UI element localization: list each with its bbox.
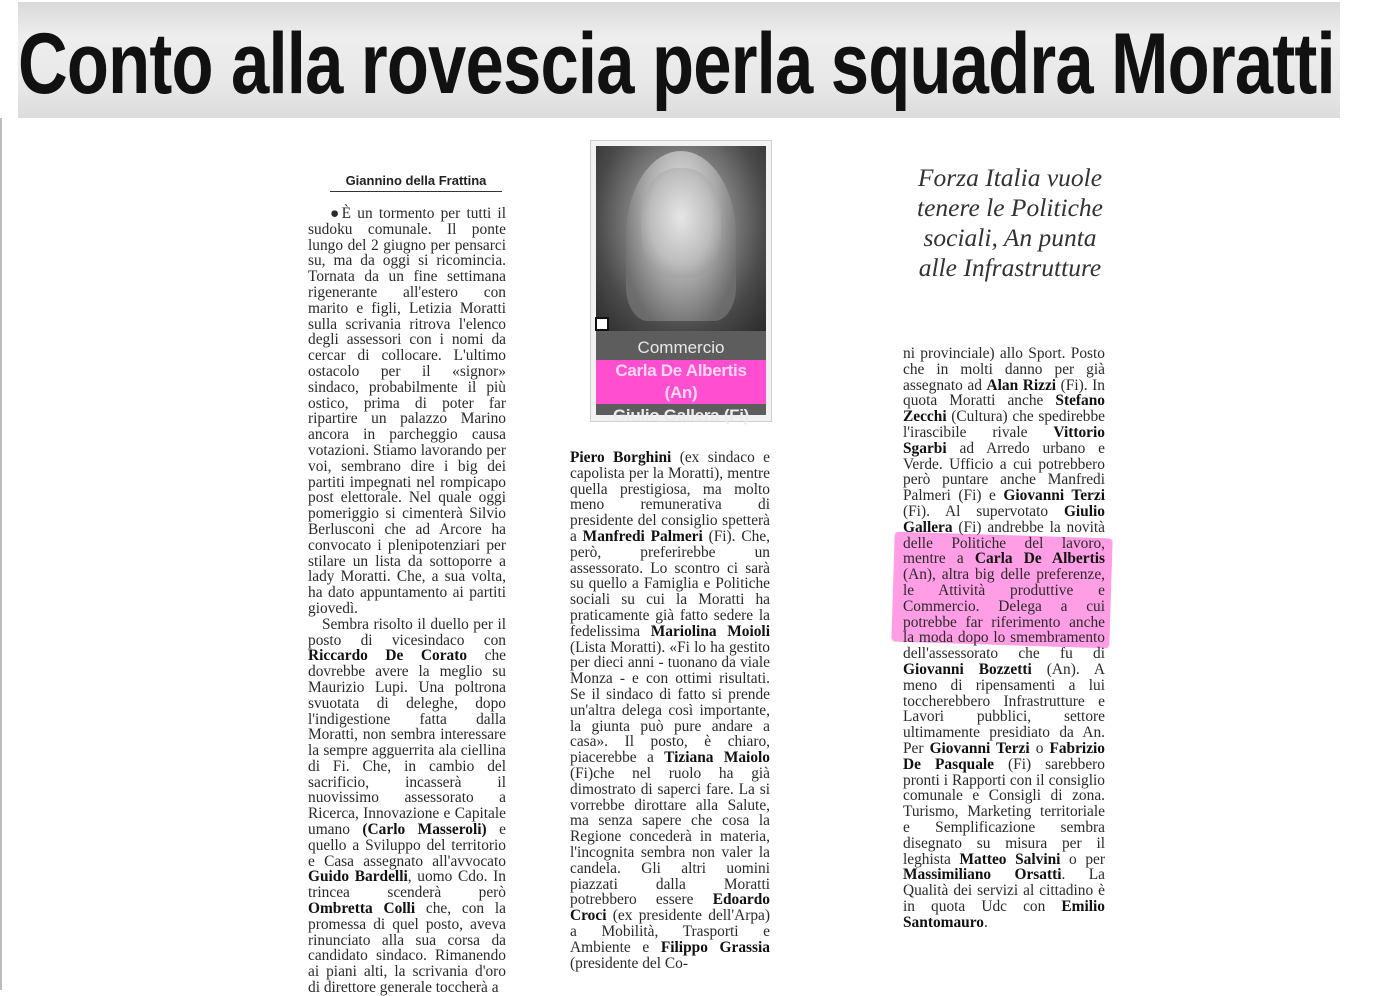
column1-paragraph-2: Sembra risolto il duello per il posto di vicesindaco con Riccardo De Corato che dovrebbe avere la meglio su Maurizio Lupi. Una poltrona svuotata di deleghe, dopo l'indigestione fatta dalla Moratti, non sembra interessare la sempre agguerrita ala ciellina di Fi. Che, in cambio del sacrificio, incasserà il nuovissimo assessorato a Ricerca, Innovazione e Capitale umano (Carlo Masseroli) e quello a Sviluppo del territorio e Casa assegnato all'avvocato Guido Bardelli, uomo Cdo. In trincea scenderà però Ombretta Colli che, con la promessa di quel posto, aveva rinunciato alla sua corsa da candidato sindaco. Rimanendo ai piani alti, la scrivania d'oro di direttore generale toccherà a [308,615,506,996]
column2-text: Piero Borghini (ex sindaco e capolista per la Moratti), mentre quella prestigiosa, ma molto meno remunerativa di presidente del consiglio spetterà a Manfredi Palmeri (Fi). Che, però, preferirebbe un assessorato. Lo scontro ci sarà su quello a Famiglia e Politiche sociali su cui la Moratti ha praticamente già fatto sedere la fedelissima Mariolina Moioli (Lista Moratti). «Fi lo ha gestito per dieci anni - tuonano da viale Monza - e con ottimi risultati. Se il sindaco di fatto si prende un'altra delega così importante, la giunta può pure andare a casa». Il posto, è chiaro, piacerebbe a Tiziana Maiolo (Fi)che nel ruolo ha già dimostrato di saperci fare. La si vorrebbe dirottare alla Salute, ma senza sapere che cosa la Regione concederà in materia, l'incognita sembra non valer la candela. Gli altri uomini piazzati dalla Moratti potrebbero essere Edoardo Croci (ex presidente dell'Arpa) a Mobilità, Trasporti e Ambiente e Filippo Grassia (presidente del Co- [570,449,770,972]
byline: Giannino della Frattina [330,173,502,192]
column1-paragraph-1: ●È un tormento per tutti il sudoku comunale. Il ponte lungo del 2 giugno per pensarci su, ma da oggi si ricomincia. Tornata da un fine settimana rigenerante all'estero con marito e figli, Letizia Moratti sulla scrivania ritrova l'elenco degli assessori con i nomi da cercar di collocare. L'ultimo ostacolo per il «signor» sindaco, probabilmente il più ostico, prima di poter far ripartire un palazzo Marino ancora in parcheggio causa votazioni. Stiamo lavorando per voi, sembrano dire i big dei partiti impegnati nel rompicapo post elettorale. Nel quale oggi pomeriggio si cimenterà Silvio Berlusconi che ad Arcore ha convocato i plenipotenziari per stilare un lista da sottoporre a lady Moratti. Che, a sua volta, ha dato appuntamento ai partiti giovedì. [308,205,506,617]
portrait-photo-box [590,140,772,425]
kicker-subheadline: Forza Italia vuole tenere le Politiche sociali, An punta alle Infrastrutture [917,163,1103,282]
photo-caption [596,331,766,425]
photo-marker-icon [595,317,609,331]
portrait-photo [596,146,766,331]
column3-text: ni provinciale) allo Sport. Posto che in molti danno per già assegnato ad Alan Rizzi (Fi). In quota Moratti anche Stefano Zecchi (Cultura) che spedirebbe l'irascibile rivale Vittorio Sgarbi ad Arredo urbano e Verde. Ufficio a cui potrebbero però puntare anche Manfredi Palmeri (Fi) e Giovanni Terzi (Fi). Al supervotato Giulio Gallera (Fi) andrebbe la novità delle Politiche del lavoro, mentre a Carla De Albertis (An), altra big delle preferenze, le Attività produttive e Commercio. Delega a cui potrebbe far riferimento anche la moda dopo lo smembramento dell'assessorato che fu di Giovanni Bozzetti (An). A meno di ripensamenti a lui toccherebbero Infrastrutture e Lavori pubblici, settore ultimamente presidiato da An. Per Giovanni Terzi o Fabrizio De Pasquale (Fi) sarebbero pronti i Rapporti con il consiglio comunale e Consigli di zona. Turismo, Marketing territoriale e Semplificazione sembra disegnato su misura per il leghista Matteo Salvini o per Massimiliano Orsatti. La Qualità dei servizi al cittadino è in quota Udc con Emilio Santomauro. [903,345,1106,931]
article-column-2 [570,450,770,971]
page-edge-rule [0,118,2,990]
caption-role: Commercio [637,338,725,357]
name-bardelli: Guido Bardelli [308,868,408,886]
headline: Conto alla rovescia perla squadra Moratti [18,16,1335,112]
caption-name: Giulio Gallera (Fi) [613,406,749,425]
article-column-1 [308,206,506,996]
portrait-face [641,168,721,278]
name-masseroli: (Carlo Masseroli) [362,821,487,839]
name-colli: Ombretta Colli [308,900,416,918]
caption-name-highlighted: Carla De Albertis (An) [596,360,766,404]
headline-band [18,2,1340,118]
name-de-corato: Riccardo De Corato [308,647,468,665]
article-column-3 [903,346,1105,930]
